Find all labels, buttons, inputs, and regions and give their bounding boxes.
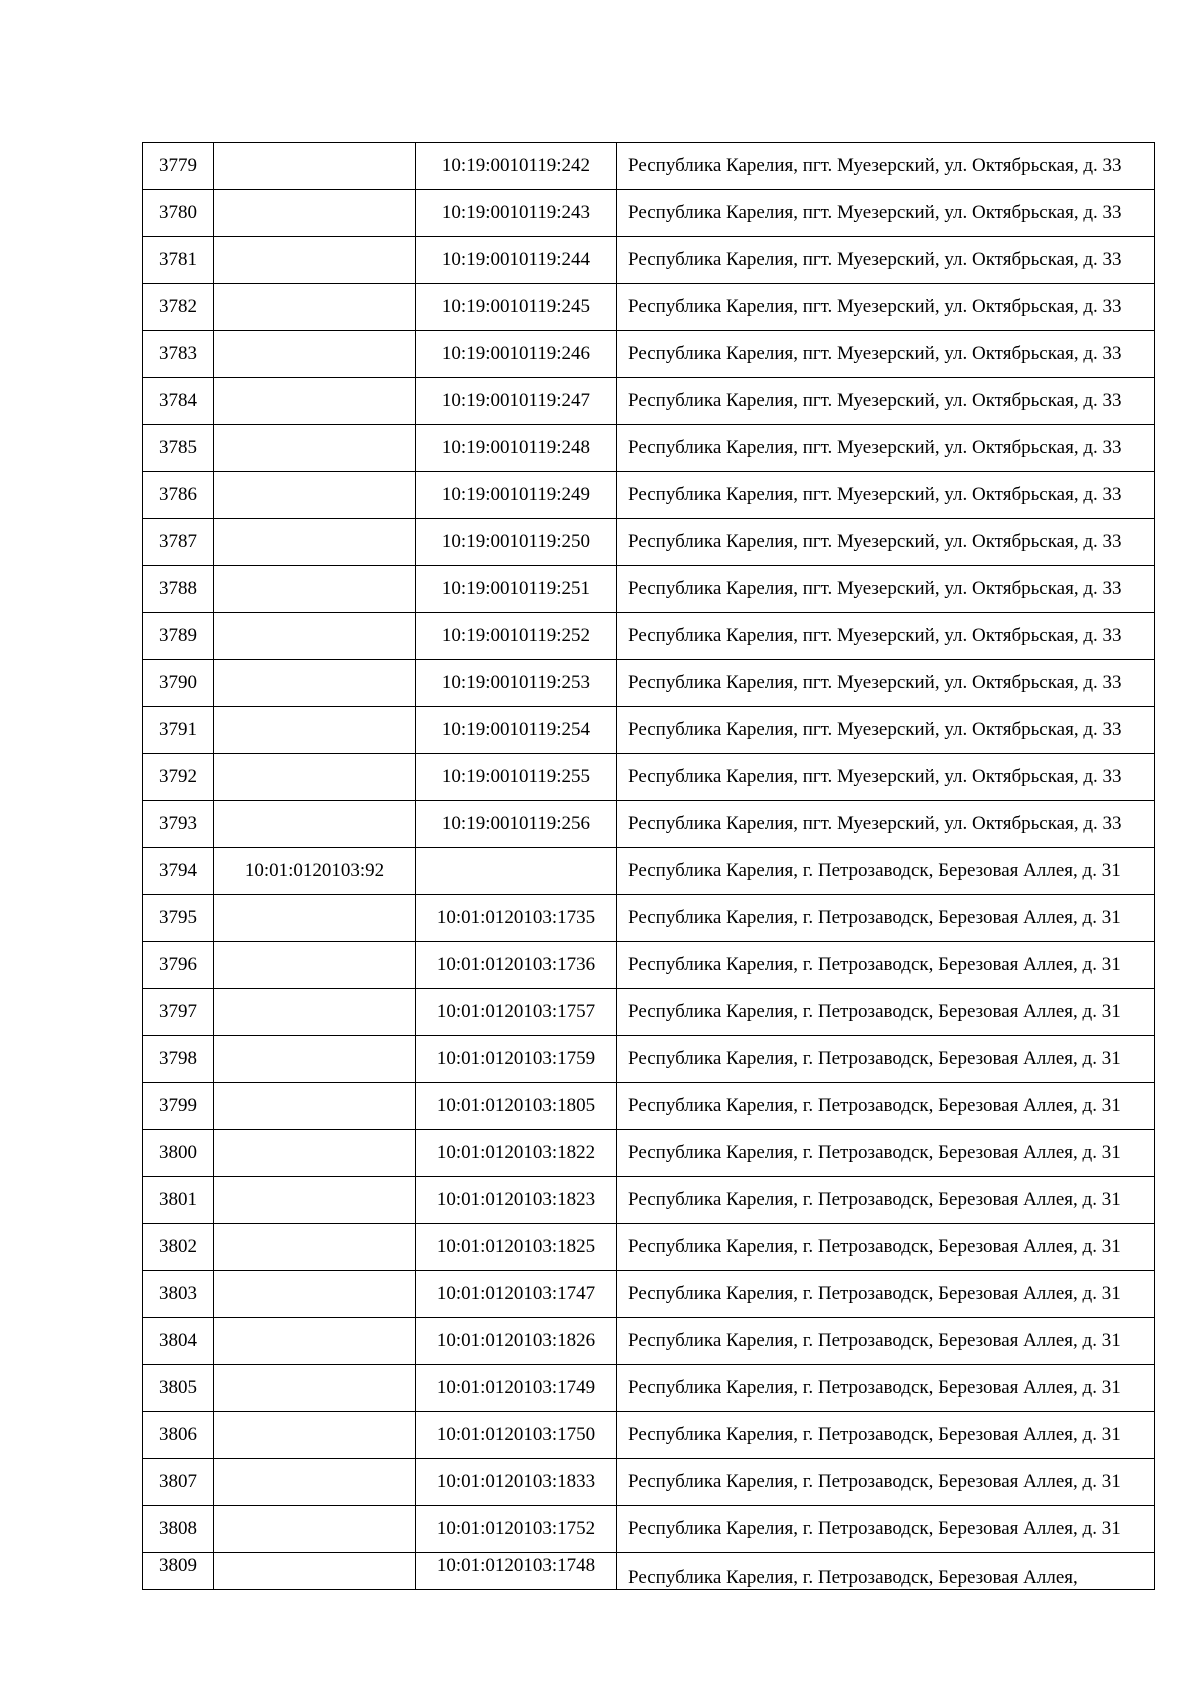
cadastral-number-cell: 10:01:0120103:1822 — [416, 1130, 617, 1177]
cadastral-number-cell: 10:01:0120103:1826 — [416, 1318, 617, 1365]
address-cell: Республика Карелия, пгт. Муезерский, ул. Октябрьская, д. 33 — [617, 613, 1155, 660]
parent-cadastral-cell — [214, 425, 416, 472]
parent-cadastral-cell: 10:01:0120103:92 — [214, 848, 416, 895]
cadastral-number-cell: 10:19:0010119:250 — [416, 519, 617, 566]
table-row — [143, 1036, 1155, 1083]
address-cell: Республика Карелия, пгт. Муезерский, ул. Октябрьская, д. 33 — [617, 284, 1155, 331]
row-number-cell: 3791 — [143, 707, 214, 754]
table-row — [143, 378, 1155, 425]
table-row — [143, 566, 1155, 613]
row-number-cell: 3799 — [143, 1083, 214, 1130]
row-number-cell: 3798 — [143, 1036, 214, 1083]
table-row — [143, 989, 1155, 1036]
table-row — [143, 895, 1155, 942]
row-number-cell: 3779 — [143, 143, 214, 190]
cadastral-number-cell: 10:01:0120103:1748 — [416, 1553, 617, 1590]
row-number-cell: 3781 — [143, 237, 214, 284]
parent-cadastral-cell — [214, 707, 416, 754]
row-number-cell: 3789 — [143, 613, 214, 660]
address-cell: Республика Карелия, пгт. Муезерский, ул. Октябрьская, д. 33 — [617, 378, 1155, 425]
parent-cadastral-cell — [214, 1224, 416, 1271]
cadastral-number-cell: 10:01:0120103:1749 — [416, 1365, 617, 1412]
cadastral-number-cell: 10:01:0120103:1747 — [416, 1271, 617, 1318]
address-cell: Республика Карелия, г. Петрозаводск, Березовая Аллея, д. 31 — [617, 942, 1155, 989]
cadastral-number-cell: 10:01:0120103:1759 — [416, 1036, 617, 1083]
table-row — [143, 190, 1155, 237]
table-body — [143, 143, 1155, 1590]
row-number-cell: 3807 — [143, 1459, 214, 1506]
row-number-cell: 3802 — [143, 1224, 214, 1271]
table-row — [143, 801, 1155, 848]
row-number-cell: 3804 — [143, 1318, 214, 1365]
table-row — [143, 1506, 1155, 1553]
row-number-cell: 3800 — [143, 1130, 214, 1177]
parent-cadastral-cell — [214, 1036, 416, 1083]
parent-cadastral-cell — [214, 754, 416, 801]
table-row — [143, 1224, 1155, 1271]
cadastral-number-cell: 10:01:0120103:1735 — [416, 895, 617, 942]
address-cell: Республика Карелия, пгт. Муезерский, ул. Октябрьская, д. 33 — [617, 566, 1155, 613]
address-cell: Республика Карелия, г. Петрозаводск, Березовая Аллея, д. 31 — [617, 1365, 1155, 1412]
parent-cadastral-cell — [214, 613, 416, 660]
cadastral-number-cell: 10:19:0010119:244 — [416, 237, 617, 284]
parent-cadastral-cell — [214, 331, 416, 378]
cadastral-number-cell: 10:19:0010119:253 — [416, 660, 617, 707]
cadastral-number-cell — [416, 848, 617, 895]
cadastral-number-cell: 10:01:0120103:1823 — [416, 1177, 617, 1224]
row-number-cell: 3792 — [143, 754, 214, 801]
table-row — [143, 1553, 1155, 1590]
cadastral-number-cell: 10:19:0010119:255 — [416, 754, 617, 801]
parent-cadastral-cell — [214, 1177, 416, 1224]
row-number-cell: 3786 — [143, 472, 214, 519]
address-cell: Республика Карелия, г. Петрозаводск, Березовая Аллея, д. 31 — [617, 1459, 1155, 1506]
cadastral-number-cell: 10:19:0010119:249 — [416, 472, 617, 519]
address-cell: Республика Карелия, пгт. Муезерский, ул. Октябрьская, д. 33 — [617, 660, 1155, 707]
row-number-cell: 3783 — [143, 331, 214, 378]
table-row — [143, 1318, 1155, 1365]
table-row — [143, 1083, 1155, 1130]
parent-cadastral-cell — [214, 660, 416, 707]
row-number-cell: 3780 — [143, 190, 214, 237]
address-cell: Республика Карелия, пгт. Муезерский, ул. Октябрьская, д. 33 — [617, 801, 1155, 848]
address-cell: Республика Карелия, пгт. Муезерский, ул. Октябрьская, д. 33 — [617, 143, 1155, 190]
address-cell: Республика Карелия, г. Петрозаводск, Березовая Аллея, д. 31 — [617, 1271, 1155, 1318]
address-cell: Республика Карелия, г. Петрозаводск, Березовая Аллея, д. 31 — [617, 848, 1155, 895]
row-number-cell: 3805 — [143, 1365, 214, 1412]
parent-cadastral-cell — [214, 284, 416, 331]
address-cell: Республика Карелия, пгт. Муезерский, ул. Октябрьская, д. 33 — [617, 472, 1155, 519]
table-row — [143, 1130, 1155, 1177]
row-number-cell: 3785 — [143, 425, 214, 472]
table-row — [143, 331, 1155, 378]
row-number-cell: 3784 — [143, 378, 214, 425]
parent-cadastral-cell — [214, 190, 416, 237]
parent-cadastral-cell — [214, 519, 416, 566]
row-number-cell: 3788 — [143, 566, 214, 613]
address-cell: Республика Карелия, г. Петрозаводск, Березовая Аллея, д. 31 — [617, 1506, 1155, 1553]
table-row — [143, 1365, 1155, 1412]
table-row — [143, 143, 1155, 190]
parent-cadastral-cell — [214, 942, 416, 989]
parent-cadastral-cell — [214, 1083, 416, 1130]
address-cell: Республика Карелия, пгт. Муезерский, ул. Октябрьская, д. 33 — [617, 331, 1155, 378]
address-cell: Республика Карелия, пгт. Муезерский, ул. Октябрьская, д. 33 — [617, 237, 1155, 284]
address-cell: Республика Карелия, г. Петрозаводск, Березовая Аллея, д. 31 — [617, 1318, 1155, 1365]
parent-cadastral-cell — [214, 1412, 416, 1459]
cadastral-number-cell: 10:01:0120103:1805 — [416, 1083, 617, 1130]
row-number-cell: 3793 — [143, 801, 214, 848]
address-cell: Республика Карелия, г. Петрозаводск, Березовая Аллея, д. 31 — [617, 1224, 1155, 1271]
table-row — [143, 284, 1155, 331]
address-cell: Республика Карелия, пгт. Муезерский, ул. Октябрьская, д. 33 — [617, 190, 1155, 237]
address-cell: Республика Карелия, г. Петрозаводск, Березовая Аллея, д. 31 — [617, 989, 1155, 1036]
parent-cadastral-cell — [214, 1271, 416, 1318]
parent-cadastral-cell — [214, 895, 416, 942]
row-number-cell: 3787 — [143, 519, 214, 566]
cadastral-number-cell: 10:19:0010119:242 — [416, 143, 617, 190]
row-number-cell: 3790 — [143, 660, 214, 707]
cadastral-number-cell: 10:01:0120103:1752 — [416, 1506, 617, 1553]
table-row — [143, 1271, 1155, 1318]
row-number-cell: 3809 — [143, 1553, 214, 1590]
address-cell: Республика Карелия, г. Петрозаводск, Березовая Аллея, д. 31 — [617, 1177, 1155, 1224]
table-row — [143, 707, 1155, 754]
cadastral-number-cell: 10:19:0010119:247 — [416, 378, 617, 425]
cadastral-number-cell: 10:19:0010119:245 — [416, 284, 617, 331]
table-row — [143, 942, 1155, 989]
parent-cadastral-cell — [214, 566, 416, 613]
cadastral-number-cell: 10:19:0010119:246 — [416, 331, 617, 378]
row-number-cell: 3796 — [143, 942, 214, 989]
cadastral-number-cell: 10:19:0010119:248 — [416, 425, 617, 472]
cadastral-number-cell: 10:19:0010119:256 — [416, 801, 617, 848]
cadastral-number-cell: 10:01:0120103:1757 — [416, 989, 617, 1036]
cadastral-number-cell: 10:01:0120103:1750 — [416, 1412, 617, 1459]
address-cell: Республика Карелия, г. Петрозаводск, Березовая Аллея, д. 31 — [617, 1036, 1155, 1083]
cadastral-number-cell: 10:19:0010119:243 — [416, 190, 617, 237]
table-row — [143, 754, 1155, 801]
parent-cadastral-cell — [214, 1318, 416, 1365]
address-cell: Республика Карелия, г. Петрозаводск, Березовая Аллея, д. 31 — [617, 1083, 1155, 1130]
parent-cadastral-cell — [214, 801, 416, 848]
table-row — [143, 1412, 1155, 1459]
cadastral-number-cell: 10:19:0010119:251 — [416, 566, 617, 613]
address-cell: Республика Карелия, пгт. Муезерский, ул. Октябрьская, д. 33 — [617, 707, 1155, 754]
address-cell: Республика Карелия, г. Петрозаводск, Березовая Аллея, д. 31 — [617, 1130, 1155, 1177]
row-number-cell: 3795 — [143, 895, 214, 942]
address-cell: Республика Карелия, г. Петрозаводск, Березовая Аллея, д. 31 — [617, 1412, 1155, 1459]
table-row — [143, 472, 1155, 519]
parent-cadastral-cell — [214, 143, 416, 190]
table-row — [143, 425, 1155, 472]
parent-cadastral-cell — [214, 989, 416, 1036]
table-row — [143, 1177, 1155, 1224]
table-row — [143, 1459, 1155, 1506]
table-row — [143, 613, 1155, 660]
row-number-cell: 3794 — [143, 848, 214, 895]
table-row — [143, 237, 1155, 284]
cadastral-number-cell: 10:19:0010119:252 — [416, 613, 617, 660]
row-number-cell: 3803 — [143, 1271, 214, 1318]
row-number-cell: 3782 — [143, 284, 214, 331]
table-row — [143, 660, 1155, 707]
parent-cadastral-cell — [214, 1506, 416, 1553]
address-cell: Республика Карелия, г. Петрозаводск, Березовая Аллея, д. 31 — [617, 895, 1155, 942]
cadastral-number-cell: 10:19:0010119:254 — [416, 707, 617, 754]
parent-cadastral-cell — [214, 472, 416, 519]
address-cell: Республика Карелия, г. Петрозаводск, Березовая Аллея, — [617, 1553, 1155, 1590]
parent-cadastral-cell — [214, 1459, 416, 1506]
parent-cadastral-cell — [214, 237, 416, 284]
cadastral-table — [142, 142, 1155, 1590]
parent-cadastral-cell — [214, 378, 416, 425]
row-number-cell: 3808 — [143, 1506, 214, 1553]
cadastral-number-cell: 10:01:0120103:1825 — [416, 1224, 617, 1271]
table-row — [143, 519, 1155, 566]
address-cell: Республика Карелия, пгт. Муезерский, ул. Октябрьская, д. 33 — [617, 425, 1155, 472]
table-row — [143, 848, 1155, 895]
address-cell: Республика Карелия, пгт. Муезерский, ул. Октябрьская, д. 33 — [617, 754, 1155, 801]
parent-cadastral-cell — [214, 1130, 416, 1177]
cadastral-number-cell: 10:01:0120103:1833 — [416, 1459, 617, 1506]
row-number-cell: 3797 — [143, 989, 214, 1036]
parent-cadastral-cell — [214, 1365, 416, 1412]
row-number-cell: 3801 — [143, 1177, 214, 1224]
address-cell: Республика Карелия, пгт. Муезерский, ул. Октябрьская, д. 33 — [617, 519, 1155, 566]
row-number-cell: 3806 — [143, 1412, 214, 1459]
parent-cadastral-cell — [214, 1553, 416, 1590]
cadastral-number-cell: 10:01:0120103:1736 — [416, 942, 617, 989]
